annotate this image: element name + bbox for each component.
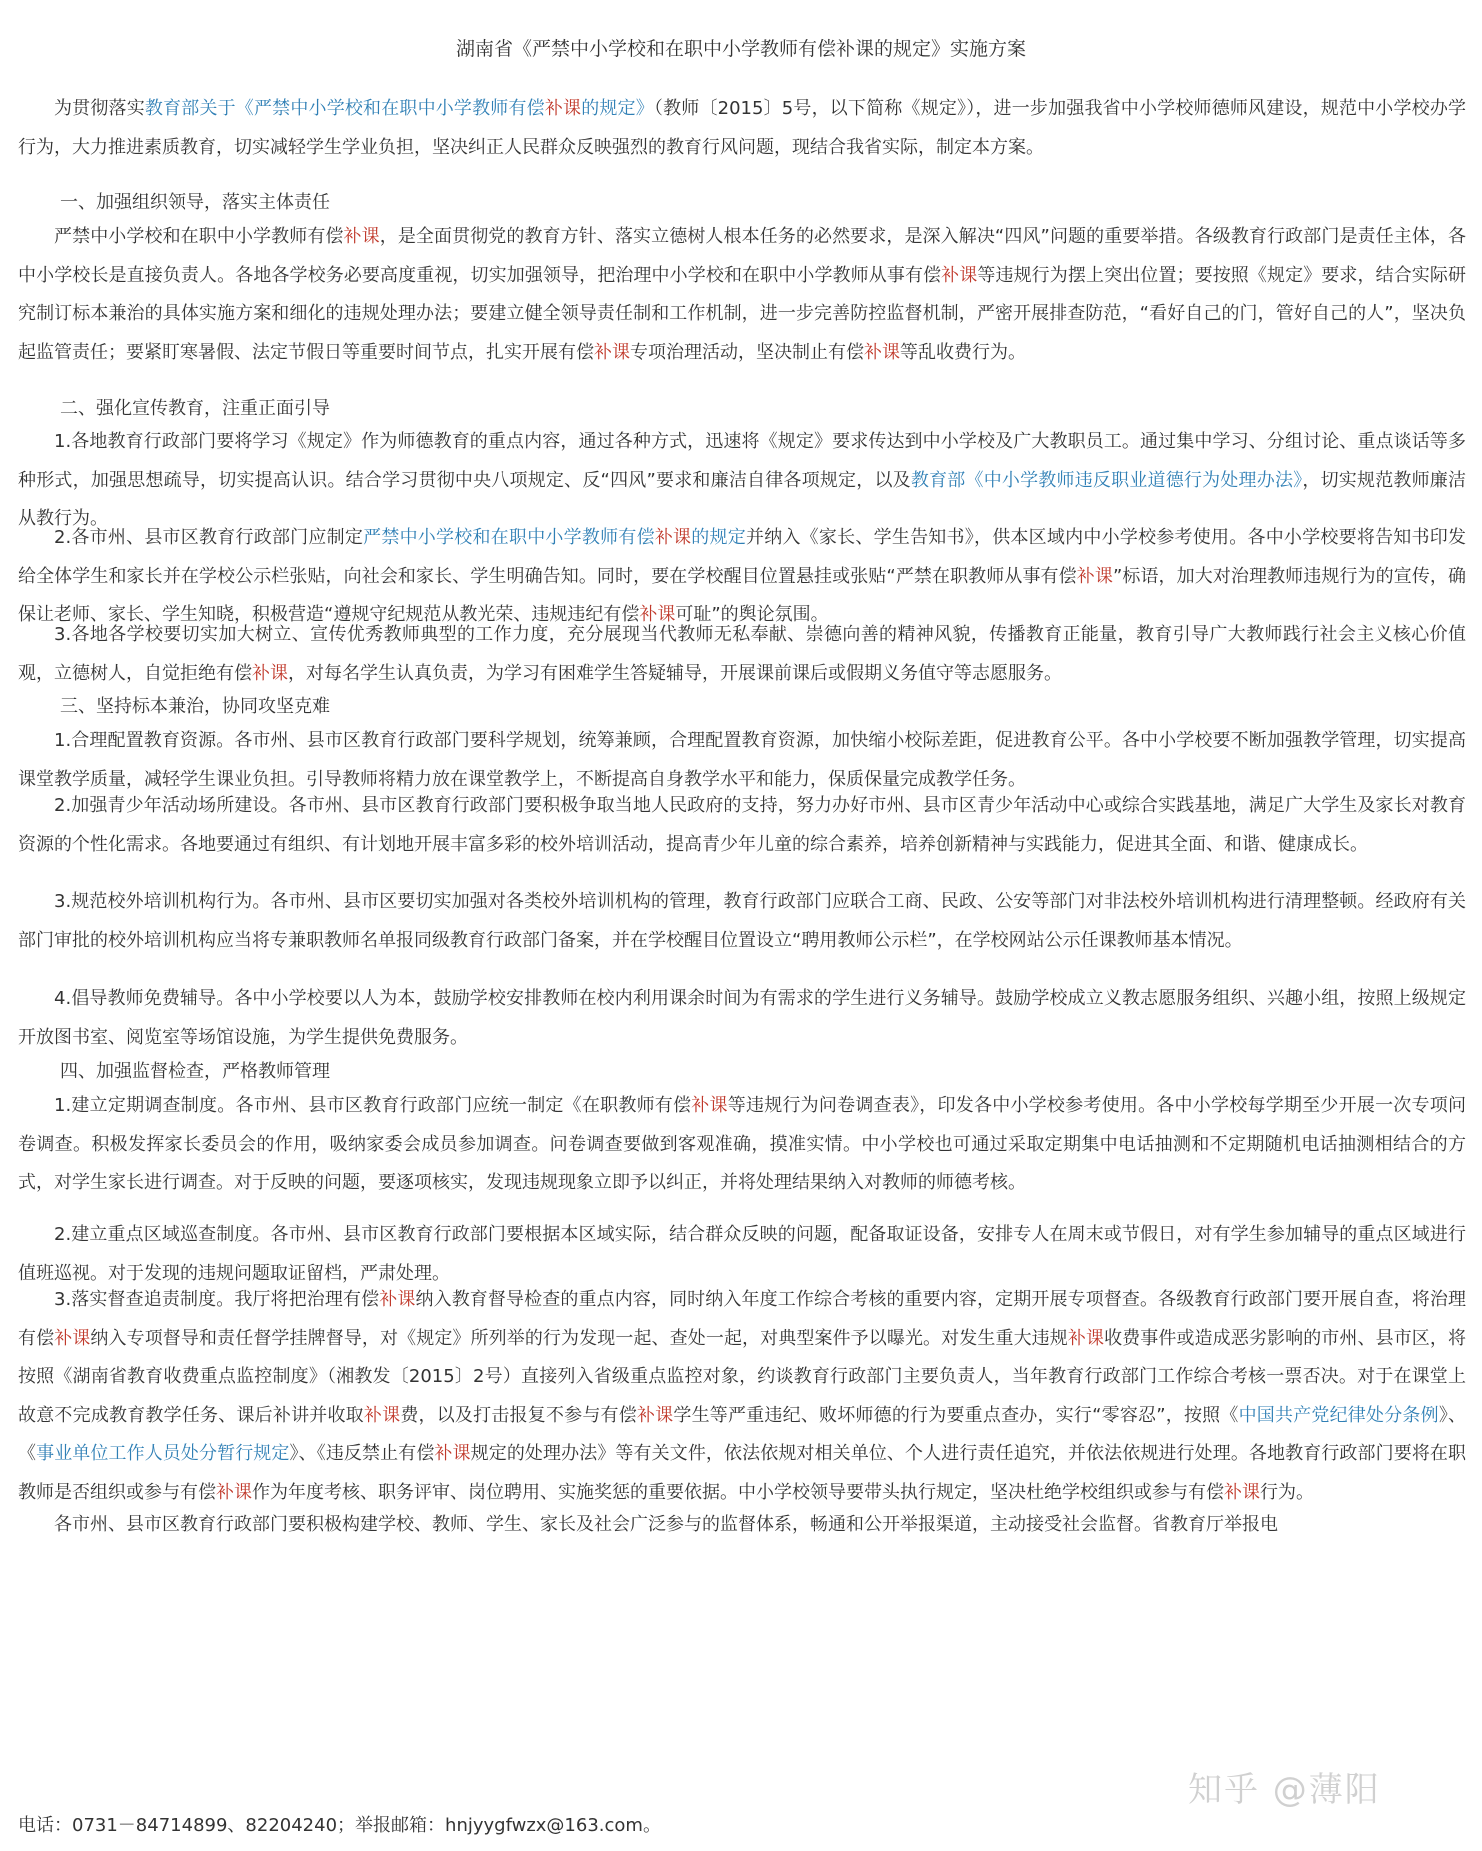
- paragraph-text-run: 3.各地各学校要切实加大树立、宣传优秀教师典型的工作力度，充分展现当代教师无私奉献、崇德向善的精神风貌，传播教育正能量，教育引导广大教师践行社会主义核心价值观，立德树人，自觉拒绝有偿: [18, 624, 1466, 684]
- section-3-item-2: [18, 787, 1466, 864]
- section-4-item-1: [18, 1087, 1466, 1203]
- paragraph-text-run: 费，以及打击报复不参与有偿: [400, 1404, 637, 1426]
- highlighted-keyword: 补课: [639, 604, 676, 626]
- paragraph-text-run: 严禁中小学校和在职中小学教师有偿: [54, 226, 344, 247]
- section-4-item-3: [18, 1281, 1466, 1513]
- section-1-paragraph: [18, 218, 1466, 372]
- section-3-item-3: [18, 883, 1466, 960]
- section-heading-4: 四、加强监督检查，严格教师管理: [60, 1061, 330, 1082]
- highlighted-keyword: 补课: [636, 1404, 674, 1426]
- highlighted-keyword: 补课: [941, 264, 978, 286]
- intro-paragraph: [18, 90, 1466, 167]
- paragraph-text-run: 2.各市州、县市区教育行政部门应制定: [54, 527, 364, 548]
- highlighted-keyword: 补课: [343, 226, 380, 247]
- paragraph-text-run: 收费事件或造成恶劣影响的市州、县市区，将按照《湖南省教育收费重点监控制度》（湘教发〔2015〕2号）直接列入省级重点监控对象，约谈教育行政部门主要负责人，当年教育行政部门工作综合考核一票否决。对于在课堂上故意不完成教育教学任务、课后补讲并收取: [18, 1327, 1467, 1426]
- paragraph-text-run: 规定的处理办法》等有关文件，依法依规对相关单位、个人进行责任追究，并依法依规进行处理。各地教育行政部门要将在职教师是否组织或参与有偿: [18, 1443, 1467, 1503]
- paragraph-text-run: 1.建立定期调查制度。各市州、县市区教育行政部门应统一制定《在职教师有偿: [54, 1095, 692, 1116]
- section-2-item-3: [18, 616, 1466, 693]
- paragraph-text-run: 并纳入《家长、学生告知书》，供本区域内中小学校参考使用。各中小学校要将告知书印发给全体学生和家长并在学校公示栏张贴，向社会和家长、学生明确告知。同时，要在学校醒目位置悬挂或张贴“严禁在职教师从事有偿: [18, 527, 1467, 587]
- highlighted-keyword: 补课: [654, 527, 692, 548]
- paragraph-text-run: 1.合理配置教育资源。各市州、县市区教育行政部门要科学规划，统筹兼顾，合理配置教育资源，加快缩小校际差距，促进教育公平。各中小学校要不断加强教学管理，切实提高课堂教学质量，减轻学生课业负担。引导教师将精力放在课堂教学上，不断提高自身教学水平和能力，保质保量完成教学任务。: [18, 730, 1466, 790]
- section-heading-3: 三、坚持标本兼治，协同攻坚克难: [60, 696, 330, 717]
- paragraph-text-run: 学生等严重违纪、败坏师德的行为要重点查办，实行“零容忍”，按照《: [673, 1404, 1239, 1426]
- document-link-text[interactable]: 教育部关于《严禁中小学校和在职中小学教师有偿: [144, 98, 545, 119]
- highlighted-keyword: 补课: [544, 98, 582, 119]
- section-heading-1: 一、加强组织领导，落实主体责任: [60, 192, 330, 213]
- paragraph-text-run: 纳入教育督导检查的重点内容，同时纳入年度工作综合考核的重要内容，定期开展专项督查。各级教育行政部门要开展自查，将治理有偿: [18, 1289, 1466, 1349]
- document-link-text[interactable]: 的规定》: [581, 98, 654, 119]
- watermark-text: 知乎 @薄阳: [1188, 1770, 1381, 1810]
- paragraph-text-run: 作为年度考核、职务评审、岗位聘用、实施奖惩的重要依据。中小学校领导要带头执行规定，坚决杜绝学校组织或参与有偿: [252, 1481, 1224, 1503]
- paragraph-text-run: ，切实规范教师廉洁从教行为。: [18, 469, 1467, 530]
- highlighted-keyword: 补课: [1076, 565, 1113, 587]
- highlighted-keyword: 补课: [379, 1289, 416, 1310]
- highlighted-keyword: 补课: [54, 1327, 91, 1349]
- contact-footer: 电话：0731－84714899、82204240；举报邮箱：hnjyygfwzx@163.com。: [18, 1815, 661, 1836]
- paragraph-text-run: 》、《违反禁止有偿: [289, 1443, 435, 1465]
- paragraph-text-run: ”标语，加大对治理教师违规行为的宣传，确保让老师、家长、学生知晓，积极营造“遵规守纪规范从教光荣、违规违纪有偿: [18, 565, 1467, 626]
- closing-paragraph: [18, 1506, 1466, 1545]
- paragraph-text-run: 各市州、县市区教育行政部门要积极构建学校、教师、学生、家长及社会广泛参与的监督体系，畅通和公开举报渠道，主动接受社会监督。省教育厅举报电: [54, 1514, 1278, 1535]
- paragraph-text-run: 等乱收费行为。: [900, 341, 1026, 363]
- paragraph-text-run: 行为。: [1260, 1481, 1314, 1503]
- paragraph-text-run: 为贯彻落实: [54, 98, 145, 119]
- document-title: 湖南省《严禁中小学校和在职中小学教师有偿补课的规定》实施方案: [455, 38, 1026, 60]
- highlighted-keyword: 补课: [216, 1481, 252, 1503]
- paragraph-text-run: 2.加强青少年活动场所建设。各市州、县市区教育行政部门要积极争取当地人民政府的支持，努力办好市州、县市区青少年活动中心或综合实践基地，满足广大学生及家长对教育资源的个性化需求。各地要通过有组织、有计划地开展丰富多彩的校外培训活动，提高青少年儿童的综合素养，培养创新精神与实践能力，促进其全面、和谐、健康成长。: [18, 795, 1466, 855]
- paragraph-text-run: 等违规行为问卷调查表》，印发各中小学校参考使用。各中小学校每学期至少开展一次专项问卷调查。积极发挥家长委员会的作用，吸纳家委会成员参加调查。问卷调查要做到客观准确，摸准实情。中小学校也可通过采取定期集中电话抽测和不定期随机电话抽测相结合的方式，对学生家长进行调查。对于反映的问题，要逐项核实，发现违规现象立即予以纠正，并将处理结果纳入对教师的师德考核。: [18, 1095, 1467, 1194]
- document-link-text[interactable]: 中国共产党纪律处分条例: [1238, 1404, 1439, 1426]
- paragraph-text-run: 3.规范校外培训机构行为。各市州、县市区要切实加强对各类校外培训机构的管理，教育行政部门应联合工商、民政、公安等部门对非法校外培训机构进行清理整顿。经政府有关部门审批的校外培训机构应当将专兼职教师名单报同级教育行政部门备案，并在学校醒目位置设立“聘用教师公示栏”，在学校网站公示任课教师基本情况。: [18, 891, 1466, 951]
- paragraph-text-run: （教师〔2015〕5号，以下简称《规定》），进一步加强我省中小学校师德师风建设，规范中小学校办学行为，大力推进素质教育，切实减轻学生学业负担，坚决纠正人民群众反映强烈的教育行风问题，现结合我省实际，制定本方案。: [18, 98, 1467, 158]
- paragraph-text-run: 4.倡导教师免费辅导。各中小学校要以人为本，鼓励学校安排教师在校内利用课余时间为有需求的学生进行义务辅导。鼓励学校成立义教志愿服务组织、兴趣小组，按照上级规定开放图书室、阅览室等场馆设施，为学生提供免费服务。: [18, 988, 1466, 1048]
- section-heading-2: 二、强化宣传教育，注重正面引导: [60, 398, 330, 419]
- paragraph-text-run: ，对每名学生认真负责，为学习有困难学生答疑辅导，开展课前课后或假期义务值守等志愿服务。: [288, 662, 1062, 684]
- highlighted-keyword: 补课: [594, 341, 630, 363]
- document-link-text[interactable]: 事业单位工作人员处分暂行规定: [36, 1443, 290, 1465]
- paragraph-text-run: 3.落实督查追责制度。我厅将把治理有偿: [54, 1289, 380, 1310]
- paragraph-text-run: 2.建立重点区域巡查制度。各市州、县市区教育行政部门要根据本区域实际，结合群众反映的问题，配备取证设备，安排专人在周末或节假日，对有学生参加辅导的重点区域进行值班巡视。对于发现的违规问题取证留档，严肃处理。: [18, 1224, 1466, 1284]
- highlighted-keyword: 补课: [363, 1404, 401, 1426]
- paragraph-text-run: 》、《: [18, 1404, 1467, 1465]
- highlighted-keyword: 补课: [691, 1095, 728, 1116]
- document-link-text[interactable]: 严禁中小学校和在职中小学教师有偿: [363, 527, 655, 548]
- paragraph-text-run: 可耻”的舆论氛围。: [675, 604, 829, 626]
- paragraph-text-run: 专项治理活动，坚决制止有偿: [630, 341, 864, 363]
- paragraph-text-run: 纳入专项督导和责任督学挂牌督导，对《规定》所列举的行为发现一起、查处一起，对典型案件予以曝光。对发生重大违规: [90, 1327, 1068, 1349]
- highlighted-keyword: 补课: [1224, 1481, 1260, 1503]
- document-link-text[interactable]: 教育部《中小学教师违反职业道德行为处理办法》: [910, 469, 1303, 491]
- paragraph-text-run: ，是全面贯彻党的教育方针、落实立德树人根本任务的必然要求，是深入解决“四风”问题的重要举措。各级教育行政部门是责任主体，各中小学校长是直接负责人。各地各学校务必要高度重视，切实加强领导，把治理中小学校和在职中小学教师从事有偿: [18, 226, 1467, 286]
- highlighted-keyword: 补课: [864, 341, 900, 363]
- paragraph-text-run: 1.各地教育行政部门要将学习《规定》作为师德教育的重点内容，通过各种方式，迅速将《规定》要求传达到中小学校及广大教职员工。通过集中学习、分组讨论、重点谈话等多种形式，加强思想疏导，切实提高认识。结合学习贯彻中央八项规定、反“四风”要求和廉洁自律各项规定，以及: [18, 431, 1466, 491]
- highlighted-keyword: 补课: [1067, 1327, 1105, 1349]
- section-3-item-4: [18, 980, 1466, 1057]
- highlighted-keyword: 补课: [434, 1443, 471, 1465]
- document-link-text[interactable]: 的规定: [691, 527, 746, 548]
- highlighted-keyword: 补课: [252, 662, 288, 684]
- paragraph-text-run: 等违规行为摆上突出位置；要按照《规定》要求，结合实际研究制订标本兼治的具体实施方案和细化的违规处理办法；要建立健全领导责任制和工作机制，进一步完善防控监督机制，严密开展排查防范，“看好自己的门，管好自己的人”，坚决负起监管责任；要紧盯寒暑假、法定节假日等重要时间节点，扎实开展有偿: [18, 264, 1467, 363]
